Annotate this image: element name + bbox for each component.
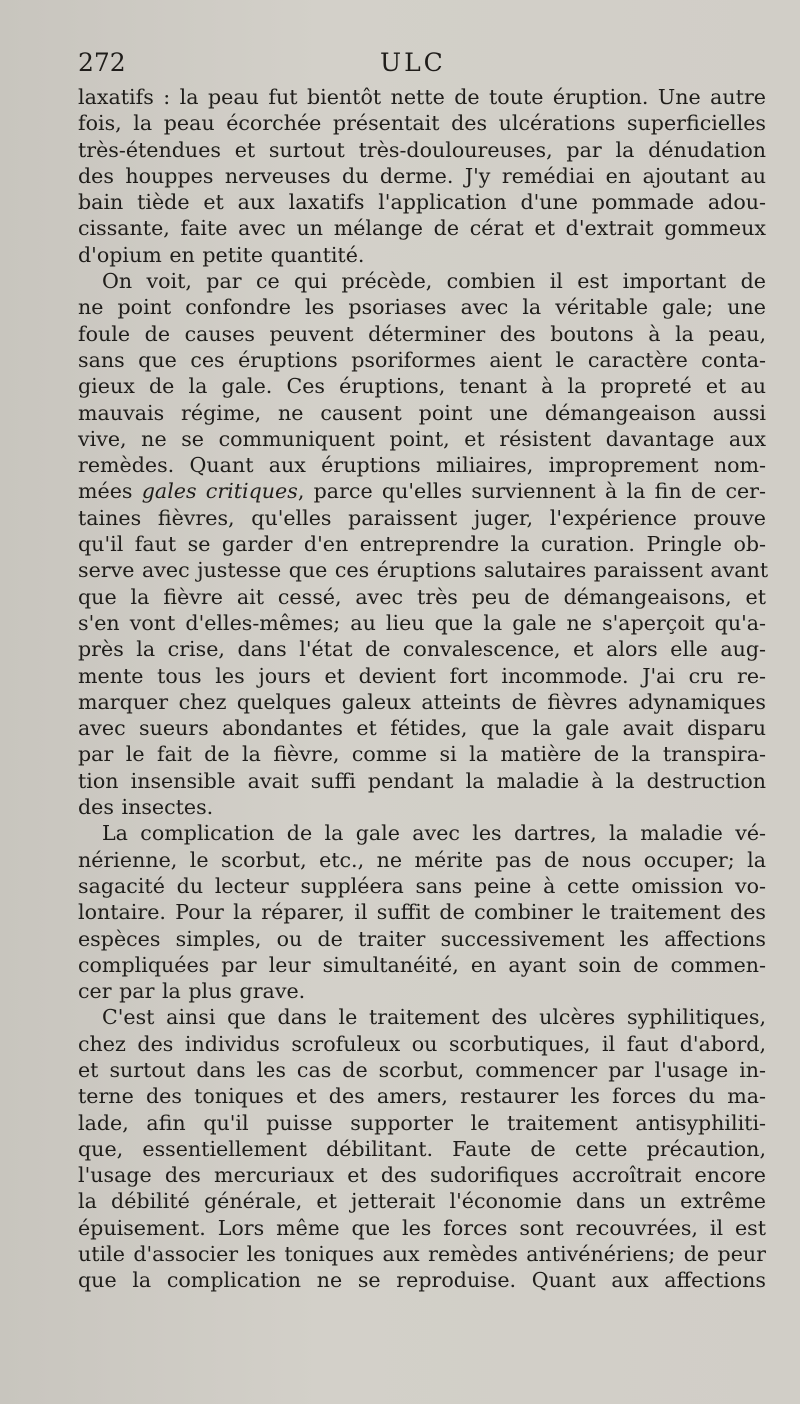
text-line: tion insensible avait suffi pendant la maladie à la destruction <box>78 768 766 793</box>
text-line: et surtout dans les cas de scorbut, commencer par l'usage in- <box>78 1057 766 1082</box>
text-segment: mées <box>78 479 142 504</box>
text-line: mente tous les jours et devient fort incommode. J'ai cru re- <box>78 663 766 688</box>
text-line: On voit, par ce qui précède, combien il est important de <box>102 269 766 294</box>
text-line: marquer chez quelques galeux atteints de fièvres adynamiques <box>78 689 766 714</box>
text-line: utile d'associer les toniques aux remèdes antivénériens; de peur <box>78 1242 766 1267</box>
text-line: sagacité du lecteur suppléera sans peine à cette omission vo- <box>78 873 766 898</box>
text-line: des insectes. <box>78 795 214 820</box>
text-line: épuisement. Lors même que les forces sont recouvrées, il est <box>78 1215 766 1240</box>
text-line: cer par la plus grave. <box>78 979 306 1004</box>
text-line: mauvais régime, ne causent point une démangeaison aussi <box>78 400 766 425</box>
text-line: que, essentiellement débilitant. Faute de cette précaution, <box>78 1136 766 1161</box>
text-line: lontaire. Pour la réparer, il suffit de combiner le traitement des <box>78 900 766 925</box>
italic-text: gales critiques <box>141 479 298 504</box>
text-line: par le fait de la fièvre, comme si la matière de la transpira- <box>78 742 766 767</box>
text-line: nérienne, le scorbut, etc., ne mérite pas de nous occuper; la <box>78 847 766 872</box>
text-line: vive, ne se communiquent point, et résistent davantage aux <box>78 426 766 451</box>
text-line: chez des individus scrofuleux ou scorbutiques, il faut d'abord, <box>78 1031 766 1056</box>
text-line: serve avec justesse que ces éruptions salutaires paraissent avant <box>78 558 769 583</box>
text-segment: , parce qu'elles surviennent à la fin de cer- <box>297 479 766 504</box>
text-line: près la crise, dans l'état de convalescence, et alors elle aug- <box>78 637 766 662</box>
text-line: espèces simples, ou de traiter successivement les affections <box>78 926 766 951</box>
text-line: qu'il faut se garder d'en entreprendre la curation. Pringle ob- <box>78 532 766 557</box>
text-line: d'opium en petite quantité. <box>78 242 365 267</box>
text-line: fois, la peau écorchée présentait des ulcérations superficielles <box>78 111 766 136</box>
text-line: bain tiède et aux laxatifs l'application d'une pommade adou- <box>78 190 766 215</box>
body-text <box>78 84 769 1294</box>
text-line: que la complication ne se reproduise. Quant aux affections <box>78 1268 766 1293</box>
text-line: C'est ainsi que dans le traitement des ulcères syphilitiques, <box>102 1005 766 1030</box>
running-head: ULC <box>380 48 446 77</box>
text-line: ne point confondre les psoriases avec la véritable gale; une <box>78 295 766 320</box>
text-line: taines fièvres, qu'elles paraissent juger, l'expérience prouve <box>78 505 766 530</box>
text-line: terne des toniques et des amers, restaurer les forces du ma- <box>78 1084 766 1109</box>
page-header <box>78 44 766 84</box>
text-line: des houppes nerveuses du derme. J'y remédiai en ajoutant au <box>78 163 766 188</box>
text-line: compliquées par leur simultanéité, en ayant soin de commen- <box>78 952 766 977</box>
text-line: lade, afin qu'il puisse supporter le traitement antisyphiliti- <box>78 1110 766 1135</box>
text-line: cissante, faite avec un mélange de cérat et d'extrait gommeux <box>78 216 766 241</box>
text-line: laxatifs : la peau fut bientôt nette de toute éruption. Une autre <box>78 85 766 109</box>
text-line <box>78 478 766 504</box>
text-line: remèdes. Quant aux éruptions miliaires, improprement nom- <box>78 453 766 478</box>
text-line: la débilité générale, et jetterait l'économie dans un extrême <box>78 1189 766 1214</box>
text-line: l'usage des mercuriaux et des sudorifiques accroîtrait encore <box>78 1163 766 1188</box>
text-line: avec sueurs abondantes et fétides, que la gale avait disparu <box>78 716 766 741</box>
text-line: La complication de la gale avec les dartres, la maladie vé- <box>102 821 766 846</box>
text-line: que la fièvre ait cessé, avec très peu de démangeaisons, et <box>78 584 766 609</box>
text-line: foule de causes peuvent déterminer des boutons à la peau, <box>78 321 766 346</box>
text-line: gieux de la gale. Ces éruptions, tenant à la propreté et au <box>78 374 766 399</box>
text-line: très-étendues et surtout très-douloureuses, par la dénudation <box>78 137 766 162</box>
text-line: sans que ces éruptions psoriformes aient le caractère conta- <box>78 347 766 372</box>
text-line: s'en vont d'elles-mêmes; au lieu que la gale ne s'aperçoit qu'a- <box>78 610 766 635</box>
page-number: 272 <box>78 48 126 77</box>
